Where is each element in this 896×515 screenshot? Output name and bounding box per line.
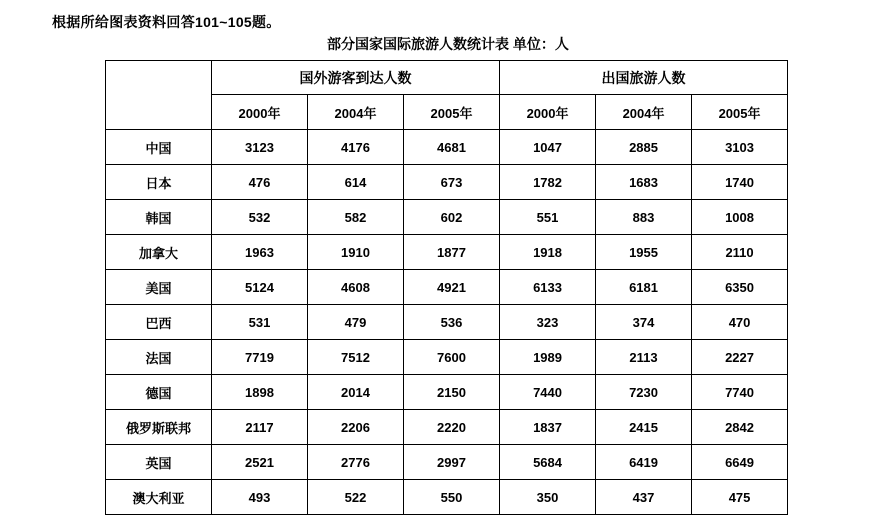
cell-value: 7230 [596, 375, 692, 410]
row-header-country: 澳大利亚 [106, 480, 212, 515]
cell-value: 582 [308, 200, 404, 235]
column-header-outbound-2004: 2004年 [596, 95, 692, 130]
column-header-inbound-2004: 2004年 [308, 95, 404, 130]
row-header-country: 英国 [106, 445, 212, 480]
table-header [106, 61, 788, 130]
table-header-row-groups [106, 61, 788, 95]
table-row [106, 445, 788, 480]
cell-value: 522 [308, 480, 404, 515]
row-header-country: 加拿大 [106, 235, 212, 270]
cell-value: 673 [404, 165, 500, 200]
row-header-country: 德国 [106, 375, 212, 410]
cell-value: 602 [404, 200, 500, 235]
cell-value: 532 [212, 200, 308, 235]
cell-value: 470 [692, 305, 788, 340]
table-row [106, 410, 788, 445]
cell-value: 1740 [692, 165, 788, 200]
instruction-text: 根据所给图表资料回答101~105题。 [52, 14, 281, 30]
table-row [106, 270, 788, 305]
cell-value: 1955 [596, 235, 692, 270]
cell-value: 2206 [308, 410, 404, 445]
cell-value: 1963 [212, 235, 308, 270]
cell-value: 5124 [212, 270, 308, 305]
cell-value: 7719 [212, 340, 308, 375]
table-corner-cell [106, 61, 212, 130]
cell-value: 2997 [404, 445, 500, 480]
table-row [106, 130, 788, 165]
cell-value: 2117 [212, 410, 308, 445]
cell-value: 2842 [692, 410, 788, 445]
row-header-country: 中国 [106, 130, 212, 165]
cell-value: 6649 [692, 445, 788, 480]
cell-value: 475 [692, 480, 788, 515]
table-body [106, 130, 788, 515]
table-row [106, 235, 788, 270]
table-row [106, 340, 788, 375]
cell-value: 6419 [596, 445, 692, 480]
cell-value: 2415 [596, 410, 692, 445]
cell-value: 1782 [500, 165, 596, 200]
statistics-table-container [105, 60, 787, 515]
cell-value: 1683 [596, 165, 692, 200]
cell-value: 531 [212, 305, 308, 340]
column-header-inbound-2005: 2005年 [404, 95, 500, 130]
cell-value: 7440 [500, 375, 596, 410]
cell-value: 2885 [596, 130, 692, 165]
cell-value: 374 [596, 305, 692, 340]
cell-value: 323 [500, 305, 596, 340]
cell-value: 550 [404, 480, 500, 515]
cell-value: 551 [500, 200, 596, 235]
cell-value: 7512 [308, 340, 404, 375]
cell-value: 1047 [500, 130, 596, 165]
group-header-outbound: 出国旅游人数 [500, 61, 788, 95]
cell-value: 2110 [692, 235, 788, 270]
cell-value: 6133 [500, 270, 596, 305]
cell-value: 350 [500, 480, 596, 515]
cell-value: 3103 [692, 130, 788, 165]
cell-value: 2776 [308, 445, 404, 480]
cell-value: 2113 [596, 340, 692, 375]
cell-value: 476 [212, 165, 308, 200]
cell-value: 4176 [308, 130, 404, 165]
cell-value: 1989 [500, 340, 596, 375]
cell-value: 2014 [308, 375, 404, 410]
cell-value: 6350 [692, 270, 788, 305]
row-header-country: 法国 [106, 340, 212, 375]
cell-value: 536 [404, 305, 500, 340]
column-header-outbound-2005: 2005年 [692, 95, 788, 130]
cell-value: 5684 [500, 445, 596, 480]
row-header-country: 日本 [106, 165, 212, 200]
cell-value: 614 [308, 165, 404, 200]
cell-value: 1918 [500, 235, 596, 270]
cell-value: 883 [596, 200, 692, 235]
cell-value: 2150 [404, 375, 500, 410]
group-header-inbound: 国外游客到达人数 [212, 61, 500, 95]
cell-value: 1910 [308, 235, 404, 270]
table-title: 部分国家国际旅游人数统计表 单位：人 [327, 36, 569, 52]
cell-value: 1837 [500, 410, 596, 445]
table-row [106, 375, 788, 410]
cell-value: 6181 [596, 270, 692, 305]
cell-value: 1008 [692, 200, 788, 235]
row-header-country: 美国 [106, 270, 212, 305]
cell-value: 3123 [212, 130, 308, 165]
row-header-country: 韩国 [106, 200, 212, 235]
cell-value: 7600 [404, 340, 500, 375]
cell-value: 1898 [212, 375, 308, 410]
table-row [106, 165, 788, 200]
table-row [106, 480, 788, 515]
cell-value: 479 [308, 305, 404, 340]
cell-value: 1877 [404, 235, 500, 270]
column-header-inbound-2000: 2000年 [212, 95, 308, 130]
table-row [106, 305, 788, 340]
cell-value: 4921 [404, 270, 500, 305]
cell-value: 2521 [212, 445, 308, 480]
cell-value: 2227 [692, 340, 788, 375]
cell-value: 493 [212, 480, 308, 515]
cell-value: 4608 [308, 270, 404, 305]
row-header-country: 俄罗斯联邦 [106, 410, 212, 445]
cell-value: 437 [596, 480, 692, 515]
statistics-table [105, 60, 788, 515]
cell-value: 7740 [692, 375, 788, 410]
row-header-country: 巴西 [106, 305, 212, 340]
column-header-outbound-2000: 2000年 [500, 95, 596, 130]
table-row [106, 200, 788, 235]
cell-value: 4681 [404, 130, 500, 165]
cell-value: 2220 [404, 410, 500, 445]
